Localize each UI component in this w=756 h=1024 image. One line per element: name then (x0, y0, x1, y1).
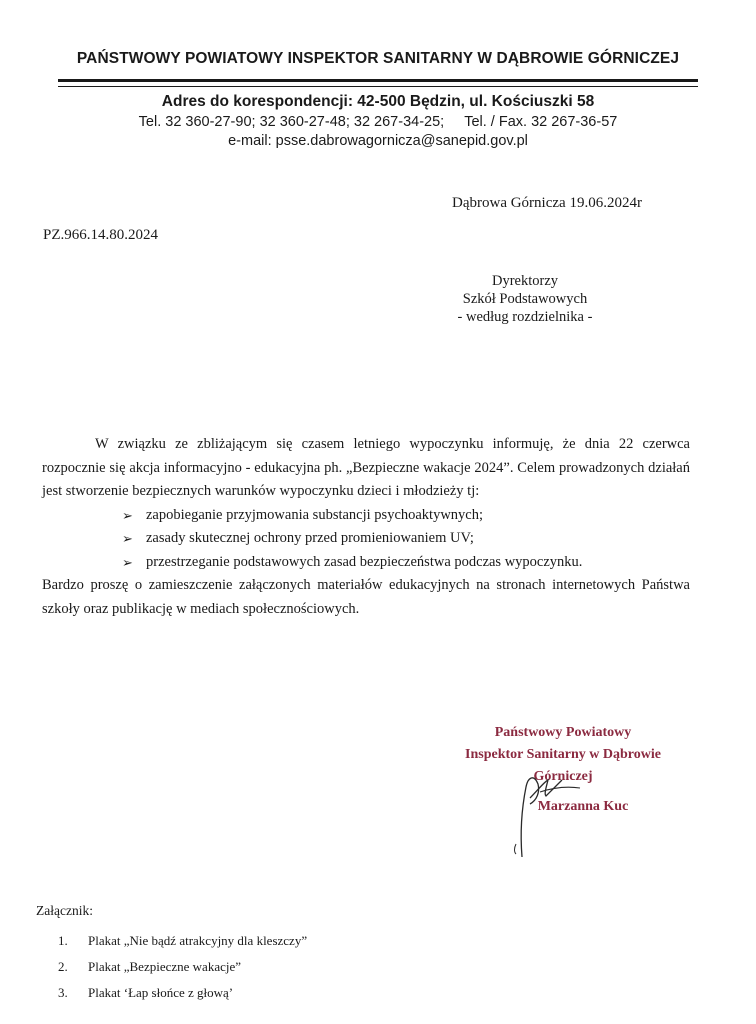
phone-line (0, 114, 756, 130)
fax-number: Tel. / Fax. 32 267-36-57 (464, 114, 618, 130)
list-item-text: przestrzeganie podstawowych zasad bezpieczeństwa podczas wypoczynku. (146, 553, 583, 570)
stamp-line: Państwowy Powiatowy (494, 725, 632, 740)
reference-number: PZ.966.14.80.2024 (43, 227, 159, 243)
recipient-line: Dyrektorzy (491, 273, 559, 289)
attachment-number: 2. (58, 959, 68, 974)
stamp-line: Inspektor Sanitarny w Dąbrowie Górniczej (465, 747, 661, 784)
list-item-text: zapobieganie przyjmowania substancji psychoaktywnych; (146, 506, 484, 523)
arrow-bullet-icon: ➢ (122, 507, 133, 523)
attachment-item (58, 928, 307, 954)
phone-numbers: Tel. 32 360-27-90; 32 360-27-48; 32 267-34-25; (138, 114, 445, 130)
recipient-line: Szkół Podstawowych (462, 291, 588, 307)
handwritten-signature (500, 762, 590, 862)
body-paragraph: W związku ze zbliżającym się czasem letniego wypoczynku informuję, że dnia 22 czerwca rozpocznie się akcja informacyjno - edukacyjna ph. „Bezpieczne wakacje 2024”. Celem prowadzonych działań jest stworzenie bezpiecznych warunków wypoczynku dzieci i młodzieży tj: (42, 436, 690, 499)
arrow-bullet-icon: ➢ (122, 531, 133, 546)
recipient-block (440, 272, 610, 326)
letter-body (42, 433, 690, 621)
list-item (42, 504, 690, 528)
arrow-bullet-icon: ➢ (122, 554, 133, 570)
attachment-item (58, 954, 307, 980)
body-paragraph: Bardzo proszę o zamieszczenie załączonych materiałów edukacyjnych na stronach internetowych Państwa szkoły oraz publikację w mediach społecznościowych. (42, 577, 690, 617)
header-rule-thick (58, 79, 698, 82)
attachment-text: Plakat „Bezpieczne wakacje” (88, 959, 242, 974)
attachment-number: 3. (58, 985, 68, 1000)
list-item (42, 551, 690, 575)
place-date: Dąbrowa Górnicza 19.06.2024r (452, 195, 642, 211)
attachment-text: Plakat „Nie bądź atrakcyjny dla kleszczy” (88, 933, 308, 948)
measures-list (42, 504, 690, 575)
attachments-title: Załącznik: (36, 903, 93, 918)
recipient-line: - według rozdzielnika - (457, 309, 593, 325)
correspondence-address: Adres do korespondencji: 42-500 Będzin, ul. Kościuszki 58 (161, 93, 595, 110)
email-line: e-mail: psse.dabrowagornicza@sanepid.gov.pl (228, 133, 528, 149)
attachment-item (58, 980, 307, 1006)
list-item-text: zasady skutecznej ochrony przed promieniowaniem UV; (146, 530, 474, 546)
institution-title: PAŃSTWOWY POWIATOWY INSPEKTOR SANITARNY W DĄBROWIE GÓRNICZEJ (76, 50, 680, 67)
header-rule-thin (58, 86, 698, 87)
list-item (42, 527, 690, 551)
stamp-name: Marzanna Kuc (537, 799, 629, 814)
attachments-list (58, 928, 307, 1006)
attachment-number: 1. (58, 933, 68, 948)
attachment-text: Plakat ‘Łap słońce z głową’ (88, 985, 234, 1000)
